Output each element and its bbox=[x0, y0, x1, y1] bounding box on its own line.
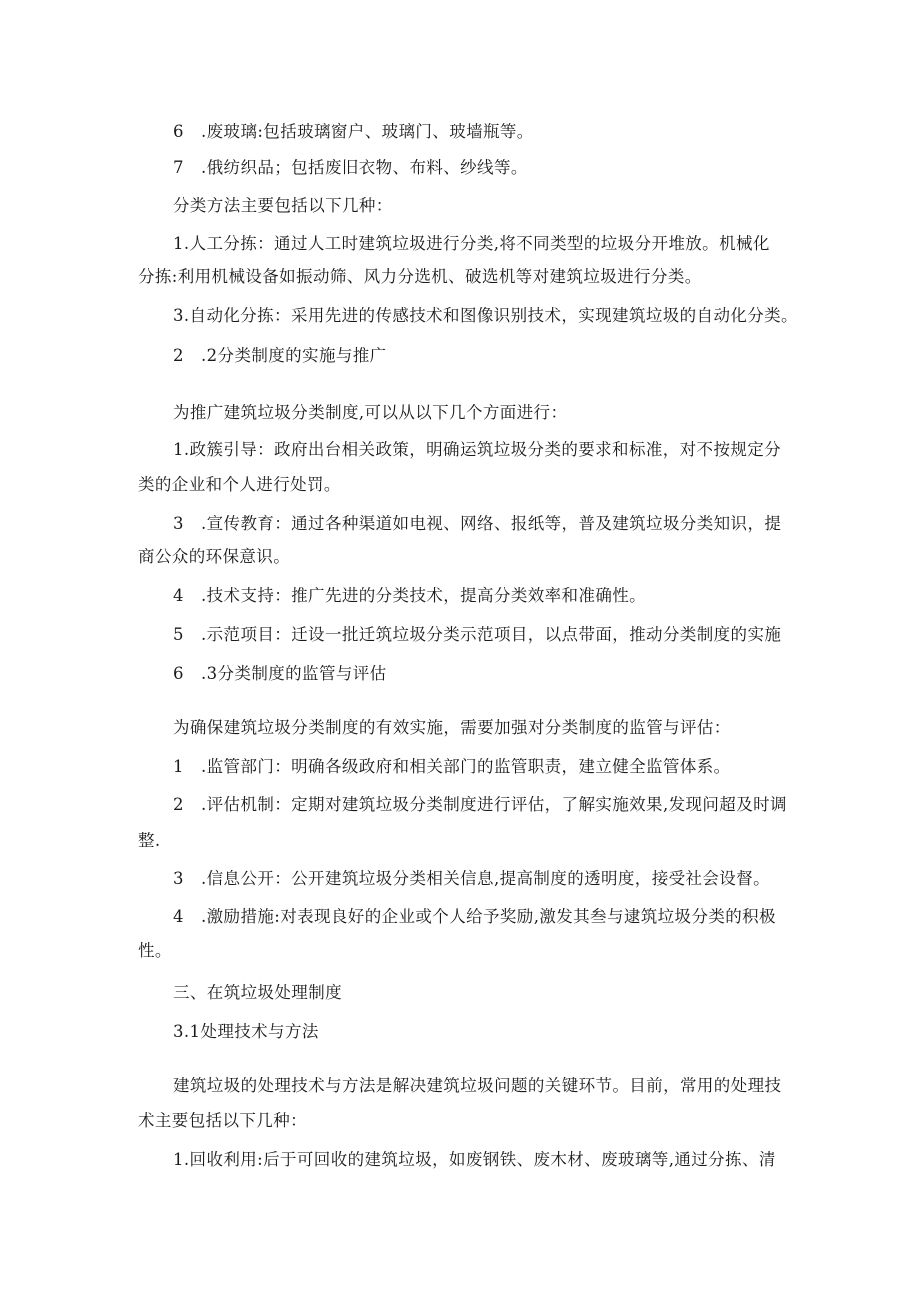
item-number: 3 bbox=[173, 514, 184, 533]
item-number: 5 bbox=[173, 625, 184, 644]
line-text: .俄纺织品；包括废旧衣物、布料、纱线等。 bbox=[201, 158, 528, 177]
item-number: 4 bbox=[173, 907, 184, 926]
item-number: 6 bbox=[173, 664, 184, 683]
item-number: 3 bbox=[173, 869, 184, 888]
paragraph-line: 3.自动化分拣：采用先进的传感技术和图像识别技术，实现建筑垃圾的自动化分类。 bbox=[173, 306, 798, 325]
section-heading bbox=[173, 346, 387, 366]
line-text: .2分类制度的实施与推广 bbox=[201, 346, 387, 365]
paragraph-line: 1.政簇引导：政府出台相关政策，明确运筑垃圾分类的要求和标准，对不按规定分 bbox=[173, 440, 782, 459]
paragraph-line: 整. bbox=[138, 831, 161, 850]
list-item bbox=[173, 795, 787, 815]
paragraph-line: 建筑垃圾的处理技术与方法是解决建筑垃圾问题的关键环节。目前，常用的处理技 bbox=[173, 1076, 782, 1095]
line-text: .技术支持：推广先进的分类技术，提高分类效率和准确性。 bbox=[201, 586, 647, 605]
paragraph-line: 为确保建筑垃圾分类制度的有效实施，需要加强对分类制度的监管与评估： bbox=[173, 718, 731, 737]
paragraph-line: 1.回收利用:后于可回收的建筑垃圾，如废钢铁、废木材、废玻璃等,通过分拣、清 bbox=[173, 1150, 776, 1169]
section-heading bbox=[173, 664, 387, 684]
item-number: 6 bbox=[173, 122, 184, 141]
line-text: .3分类制度的监管与评估 bbox=[201, 664, 387, 683]
paragraph-line: 类的企业和个人进行处罚。 bbox=[138, 475, 341, 494]
item-number: 2 bbox=[173, 795, 184, 814]
line-text: .评估机制：定期对建筑垃圾分类制度进行评估，了解实施效果,发现问超及时调 bbox=[201, 795, 787, 814]
list-item bbox=[173, 907, 776, 927]
item-number: 2 bbox=[173, 346, 184, 365]
paragraph-line: 性。 bbox=[138, 941, 172, 960]
list-item bbox=[173, 869, 770, 889]
item-number: 4 bbox=[173, 586, 184, 605]
list-item bbox=[173, 158, 528, 178]
paragraph-line: 为推广建筑垃圾分类制度,可以从以下几个方面进行： bbox=[173, 403, 568, 422]
chapter-heading: 三、在筑垃圾处理制度 bbox=[173, 983, 342, 1002]
line-text: .激励措施:对表现良好的企业或个人给予奖励,激发其叁与逮筑垃圾分类的积极 bbox=[201, 907, 776, 926]
paragraph-line: 1.人工分拣：通过人工时建筑垃圾进行分类,将不同类型的垃圾分开堆放。机械化 bbox=[173, 234, 770, 253]
line-text: .信息公开：公开建筑垃圾分类相关信息,提高制度的透明度，接受社会设督。 bbox=[201, 869, 770, 888]
line-text: .宣传教育：通过各种渠道如电视、网络、报纸等，普及建筑垃圾分类知识，提 bbox=[201, 514, 782, 533]
section-heading: 3.1处理技术与方法 bbox=[173, 1022, 319, 1041]
item-number: 7 bbox=[173, 158, 184, 177]
list-item bbox=[173, 586, 646, 606]
list-item bbox=[173, 757, 731, 777]
line-text: .示范项目：迁设一批迁筑垃圾分类示范项目，以点带面，推动分类制度的实施 bbox=[201, 625, 782, 644]
list-item bbox=[173, 122, 534, 142]
list-item bbox=[173, 625, 781, 645]
paragraph-line: 分拣:利用机械设备如振动筛、风力分选机、破选机等对建筑垃圾进行分类。 bbox=[138, 267, 702, 286]
paragraph-line: 分类方法主要包括以下几种： bbox=[173, 196, 393, 215]
list-item bbox=[173, 514, 781, 534]
line-text: .废玻璃:包括玻璃窗户、玻璃门、玻墙瓶等。 bbox=[201, 122, 534, 141]
item-number: 1 bbox=[173, 757, 184, 776]
paragraph-line: 术主要包括以下几种： bbox=[138, 1111, 307, 1130]
paragraph-line: 商公众的环保意识。 bbox=[138, 547, 291, 566]
line-text: .监管部门：明确各级政府和相关部门的监管职责，建立健全监管体系。 bbox=[201, 757, 731, 776]
